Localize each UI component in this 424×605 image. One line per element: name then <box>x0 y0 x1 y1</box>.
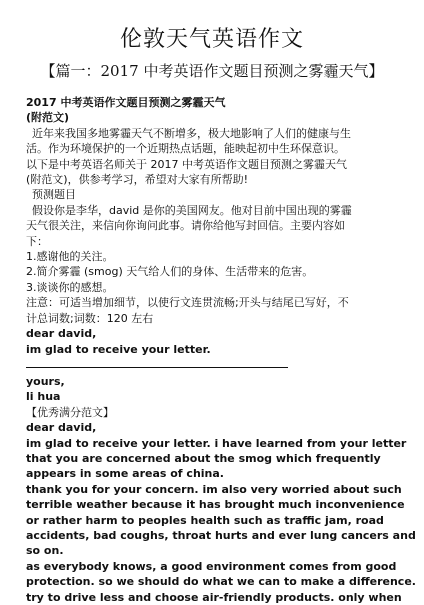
requirement-item: 1.感谢他的关注。 <box>26 250 114 264</box>
sample-line: as everybody knows, a good environment comes from good <box>26 559 397 573</box>
letter-signature: li hua <box>26 390 61 404</box>
letter-greeting: dear david, <box>26 327 97 341</box>
prompt-heading: 预测题目 <box>32 188 76 202</box>
section-heading: 【篇一：2017 中考英语作文题目预测之雾霾天气】 <box>40 62 384 80</box>
sample-line: protection. so we should do what we can to make a difference. <box>26 575 416 589</box>
sample-line: im glad to receive your letter. i have learned from your letter <box>26 436 407 450</box>
requirement-item: 2.简介雾霾 (smog) 天气给人们的身体、生活带来的危害。 <box>26 265 314 279</box>
sample-line: accidents, bad coughs, throat hurts and ever lung cancers and <box>26 528 416 542</box>
intro-paragraph-line: 近年来我国多地雾霾天气不断增多，极大地影响了人们的健康与生 <box>32 126 351 140</box>
sample-line: terrible weather because it has brought much inconvenience <box>26 498 405 512</box>
letter-opening: im glad to receive your letter. <box>26 342 211 356</box>
note-line: 计总词数;词数：120 左右 <box>26 311 154 325</box>
sample-line: try to drive less and choose air-friendly products. only when <box>26 590 402 604</box>
writing-blank-line <box>26 367 288 368</box>
intro-paragraph-line: 以下是中考英语名师关于 2017 中考英语作文题目预测之雾霾天气 <box>26 157 347 171</box>
document-body <box>26 95 416 605</box>
prompt-line: 假设你是李华，david 是你的美国网友。他对目前中国出现的雾霾 <box>32 203 352 217</box>
sample-line: thank you for your concern. im also very worried about such <box>26 482 402 496</box>
prompt-line: 天气很关注，来信向你询问此事。请你给他写封回信。主要内容如 <box>26 219 345 233</box>
sample-line: appears in some areas of china. <box>26 467 224 481</box>
sample-greeting: dear david, <box>26 421 97 435</box>
article-title: 2017 中考英语作文题目预测之雾霾天气 <box>26 96 226 109</box>
note-line: 注意：可适当增加细节，以使行文连贯流畅;开头与结尾已写好，不 <box>26 296 349 310</box>
requirement-item: 3.谈谈你的感想。 <box>26 280 114 294</box>
sample-line: that you are concerned about the smog which frequently <box>26 451 381 465</box>
sample-line: so on. <box>26 544 64 558</box>
sample-heading: 【优秀满分范文】 <box>26 405 114 419</box>
article-title-note: (附范文) <box>26 111 70 125</box>
prompt-line: 下： <box>26 234 48 248</box>
page-title: 伦敦天气英语作文 <box>119 27 304 52</box>
letter-closing: yours, <box>26 374 65 388</box>
sample-line: or rather harm to peoples health such as traffic jam, road <box>26 513 384 527</box>
intro-paragraph-line: 活。作为环境保护的一个近期热点话题，能映起初中生环保意识。 <box>26 142 345 156</box>
intro-paragraph-line: (附范文)，供参考学习，希望对大家有所帮助! <box>26 173 248 187</box>
